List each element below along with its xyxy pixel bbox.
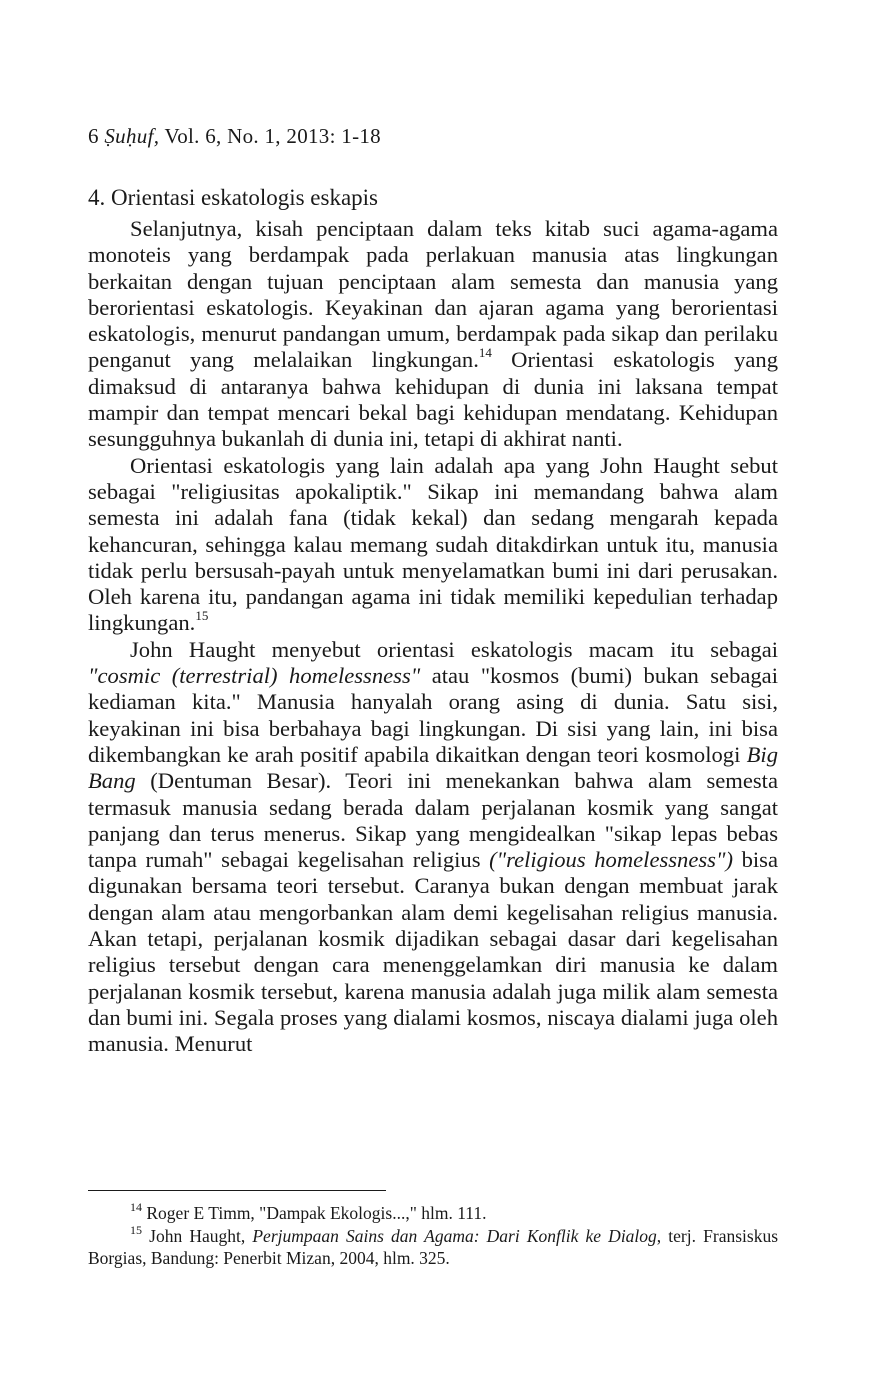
footnote-ref-14: 14 — [478, 345, 492, 361]
footnote-14 — [88, 1202, 778, 1225]
footnote-15-book-title: Perjumpaan Sains dan Agama: Dari Konflik ke Dialog — [252, 1225, 657, 1246]
section-heading: 4. Orientasi eskatologis eskapis — [88, 185, 379, 210]
body-text — [88, 216, 778, 1058]
paragraph-3-text-a: John Haught menyebut orientasi eskatologis macam itu sebagai — [130, 636, 778, 662]
footnote-15-text-b: , terj. Fransiskus Borgias, Bandung: Penerbit Mizan, 2004, hlm. 325. — [88, 1225, 778, 1268]
journal-title: Ṣuḥuf, — [104, 124, 160, 148]
paragraph-3-text-c: (Dentuman Besar). Teori ini menekankan bahwa alam semesta termasuk manusia sedang berada dalam perjalanan kosmik yang sangat panjang dan terus menerus. Sikap yang mengidealkan "sikap lepas bebas tanpa rumah" sebagai kegelisahan religius — [88, 768, 778, 873]
paragraph-1-text-b: Orientasi eskatologis yang dimaksud di antaranya bahwa kehidupan di dunia ini laksana tempat mampir dan tempat mencari bekal bagi kehidupan mendatang. Kehidupan sesungguhnya bukanlah di dunia ini, tetapi di akhirat nanti. — [88, 347, 779, 452]
journal-citation: Vol. 6, No. 1, 2013: 1-18 — [164, 124, 381, 148]
footnote-15-text-a: John Haught, — [142, 1225, 253, 1246]
paragraph-3 — [88, 637, 778, 1058]
running-head — [88, 124, 381, 149]
footnote-14-text: Roger E Timm, "Dampak Ekologis...," hlm. 111. — [142, 1203, 487, 1223]
paragraph-3-italic-b: Big Bang — [88, 741, 778, 794]
paragraph-1-text-a: Selanjutnya, kisah penciptaan dalam teks kitab suci agama-agama monoteis yang berdampak pada perlakuan manusia atas lingkungan berkaitan dengan tujuan penciptaan alam semesta dan manusia yang berorientasi eskatologis. Keyakinan dan ajaran agama yang berorientasi eskatologis, menurut pandangan umum, berdampak pada sikap dan perilaku penganut yang melalaikan lingkungan. — [88, 216, 778, 373]
paragraph-2-text-a: Orientasi eskatologis yang lain adalah apa yang John Haught sebut sebagai "religiusitas apokaliptik." Sikap ini memandang bahwa alam semesta ini adalah fana (tidak kekal) dan sedang mengarah kepada kehancuran, sehingga kalau memang sudah ditakdirkan untuk itu, manusia tidak perlu bersusah-payah untuk menyelamatkan bumi ini dari perusakan. Oleh karena itu, pandangan agama ini tidak memiliki kepedulian terhadap lingkungan. — [88, 452, 778, 636]
footnote-ref-15: 15 — [195, 608, 209, 624]
paragraph-3-text-d: bisa digunakan bersama teori tersebut. Caranya bukan dengan membuat jarak dengan alam atau mengorbankan alam demi kegelisahan religius manusia. Akan tetapi, perjalanan kosmik dijadikan sebagai dasar dari kegelisahan religius tersebut dengan cara menenggelamkan diri manusia ke dalam perjalanan kosmik tersebut, karena manusia adalah juga milik alam semesta dan bumi ini. Segala proses yang dialami kosmos, niscaya dialami juga oleh manusia. Menurut — [88, 847, 778, 1057]
paragraph-3-italic-a: "cosmic (terrestrial) homelessness" — [88, 663, 421, 689]
footnote-15-number: 15 — [130, 1222, 142, 1237]
footnote-14-number: 14 — [130, 1200, 142, 1214]
paragraph-2 — [88, 453, 778, 637]
page-number: 6 — [88, 124, 99, 148]
paragraph-3-text-b: atau "kosmos (bumi) bukan sebagai kediaman kita." Manusia hanyalah orang asing di dunia. Satu sisi, keyakinan ini bisa berbahaya bagi lingkungan. Di sisi yang lain, ini bisa dikembangkan ke arah positif apabila dikaitkan dengan teori kosmologi — [88, 663, 778, 767]
paragraph-1 — [88, 216, 778, 453]
footnote-15 — [88, 1222, 778, 1270]
footnotes — [88, 1202, 778, 1270]
footnote-divider — [88, 1190, 386, 1191]
paragraph-3-italic-c: ("religious homelessness") — [489, 847, 733, 873]
